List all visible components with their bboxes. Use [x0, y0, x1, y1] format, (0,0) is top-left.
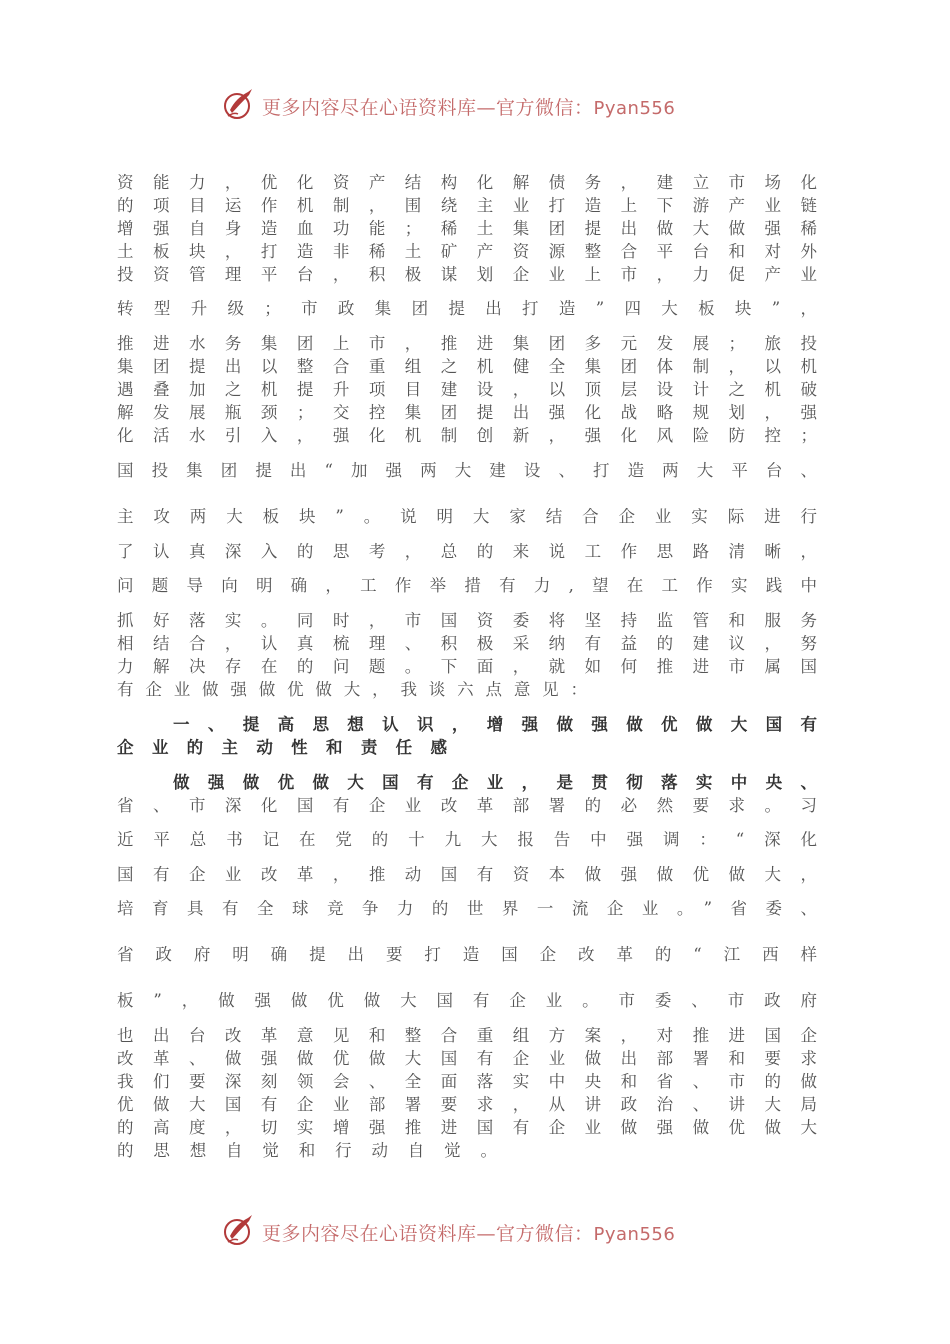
text-line: 国投集团提出“加强两大建设、打造两大平台、: [117, 461, 817, 480]
section-heading: 一、提高思想认识，增强做强做优做大国有: [173, 715, 817, 734]
text-line: 抓好落实。同时，市国资委将坚持监管和服务: [117, 611, 817, 630]
text-line: 化活水引入，强化机制创新，强化风险防控；: [117, 426, 817, 445]
text-line: 板”，做强做优做大国有企业。市委、市政府: [117, 991, 817, 1010]
text-line: 省、市深化国有企业改革部署的必然要求。习: [117, 796, 817, 815]
text-line: 解发展瓶颈；交控集团提出强化战略规划，强: [117, 403, 817, 422]
text-line: 国有企业改革，推动国有资本做强做优做大，: [117, 865, 817, 884]
watermark-bottom: [0, 1212, 950, 1252]
text-line: 的项目运作机制，围绕主业打造上下游产业链: [117, 196, 817, 215]
text-line: 问题导向明确，工作举措有力,望在工作实践中: [117, 576, 817, 595]
text-line: 的思想自觉和行动自觉。: [117, 1141, 497, 1160]
text-line: 的高度，切实增强推进国有企业做强做优做大: [117, 1118, 817, 1137]
text-line-bold: 做强做优做大国有企业，是贯彻落实中央、: [173, 773, 817, 792]
text-line: 推进水务集团上市，推进集团多元发展；旅投: [117, 334, 817, 353]
text-line: 主攻两大板块”。说明大家结合企业实际进行: [117, 507, 817, 526]
text-line: 集团提出以整合重组之机健全集团体制，以机: [117, 357, 817, 376]
text-line: 资能力，优化资产结构化解债务，建立市场化: [117, 173, 817, 192]
text-line: 改革、做强做优做大国有企业做出部署和要求: [117, 1049, 817, 1068]
pen-logo-icon: [222, 86, 256, 122]
text-line: 有企业做强做优做大，我谈六点意见：: [117, 680, 587, 699]
text-line: 也出台改革意见和整合重组方案，对推进国企: [117, 1026, 817, 1045]
text-line: 省政府明确提出要打造国企改革的“江西样: [117, 945, 817, 964]
text-line: 投资管理平台，积极谋划企业上市，力促产业: [117, 265, 817, 284]
watermark-text: 更多内容尽在心语资料库—官方微信：Pyan556: [262, 97, 676, 119]
text-line: 优做大国有企业部署要求，从讲政治、讲大局: [117, 1095, 817, 1114]
text-line: 培育具有全球竞争力的世界一流企业。”省委、: [117, 899, 817, 918]
section-heading: 企业的主动性和责任感: [117, 738, 447, 757]
text-line: 力解决存在的问题。下面，就如何推进市属国: [117, 657, 817, 676]
text-line: 土板块，打造非稀土矿产资源整合平台和对外: [117, 242, 817, 261]
text-line: 遇叠加之机提升项目建设，以顶层设计之机破: [117, 380, 817, 399]
text-line: 近平总书记在党的十九大报告中强调：“深化: [117, 830, 817, 849]
text-line: 相结合，认真梳理、积极采纳有益的建议，努: [117, 634, 817, 653]
text-line: 我们要深刻领会、全面落实中央和省、市的做: [117, 1072, 817, 1091]
text-line: 了认真深入的思考，总的来说工作思路清晰，: [117, 542, 817, 561]
text-line: 转型升级；市政集团提出打造”四大板块”，: [117, 299, 817, 318]
watermark-text: 更多内容尽在心语资料库—官方微信：Pyan556: [262, 1223, 676, 1245]
text-line: 增强自身造血功能；稀土集团提出做大做强稀: [117, 219, 817, 238]
pen-logo-icon: [222, 1212, 256, 1248]
watermark-top: [0, 86, 950, 126]
